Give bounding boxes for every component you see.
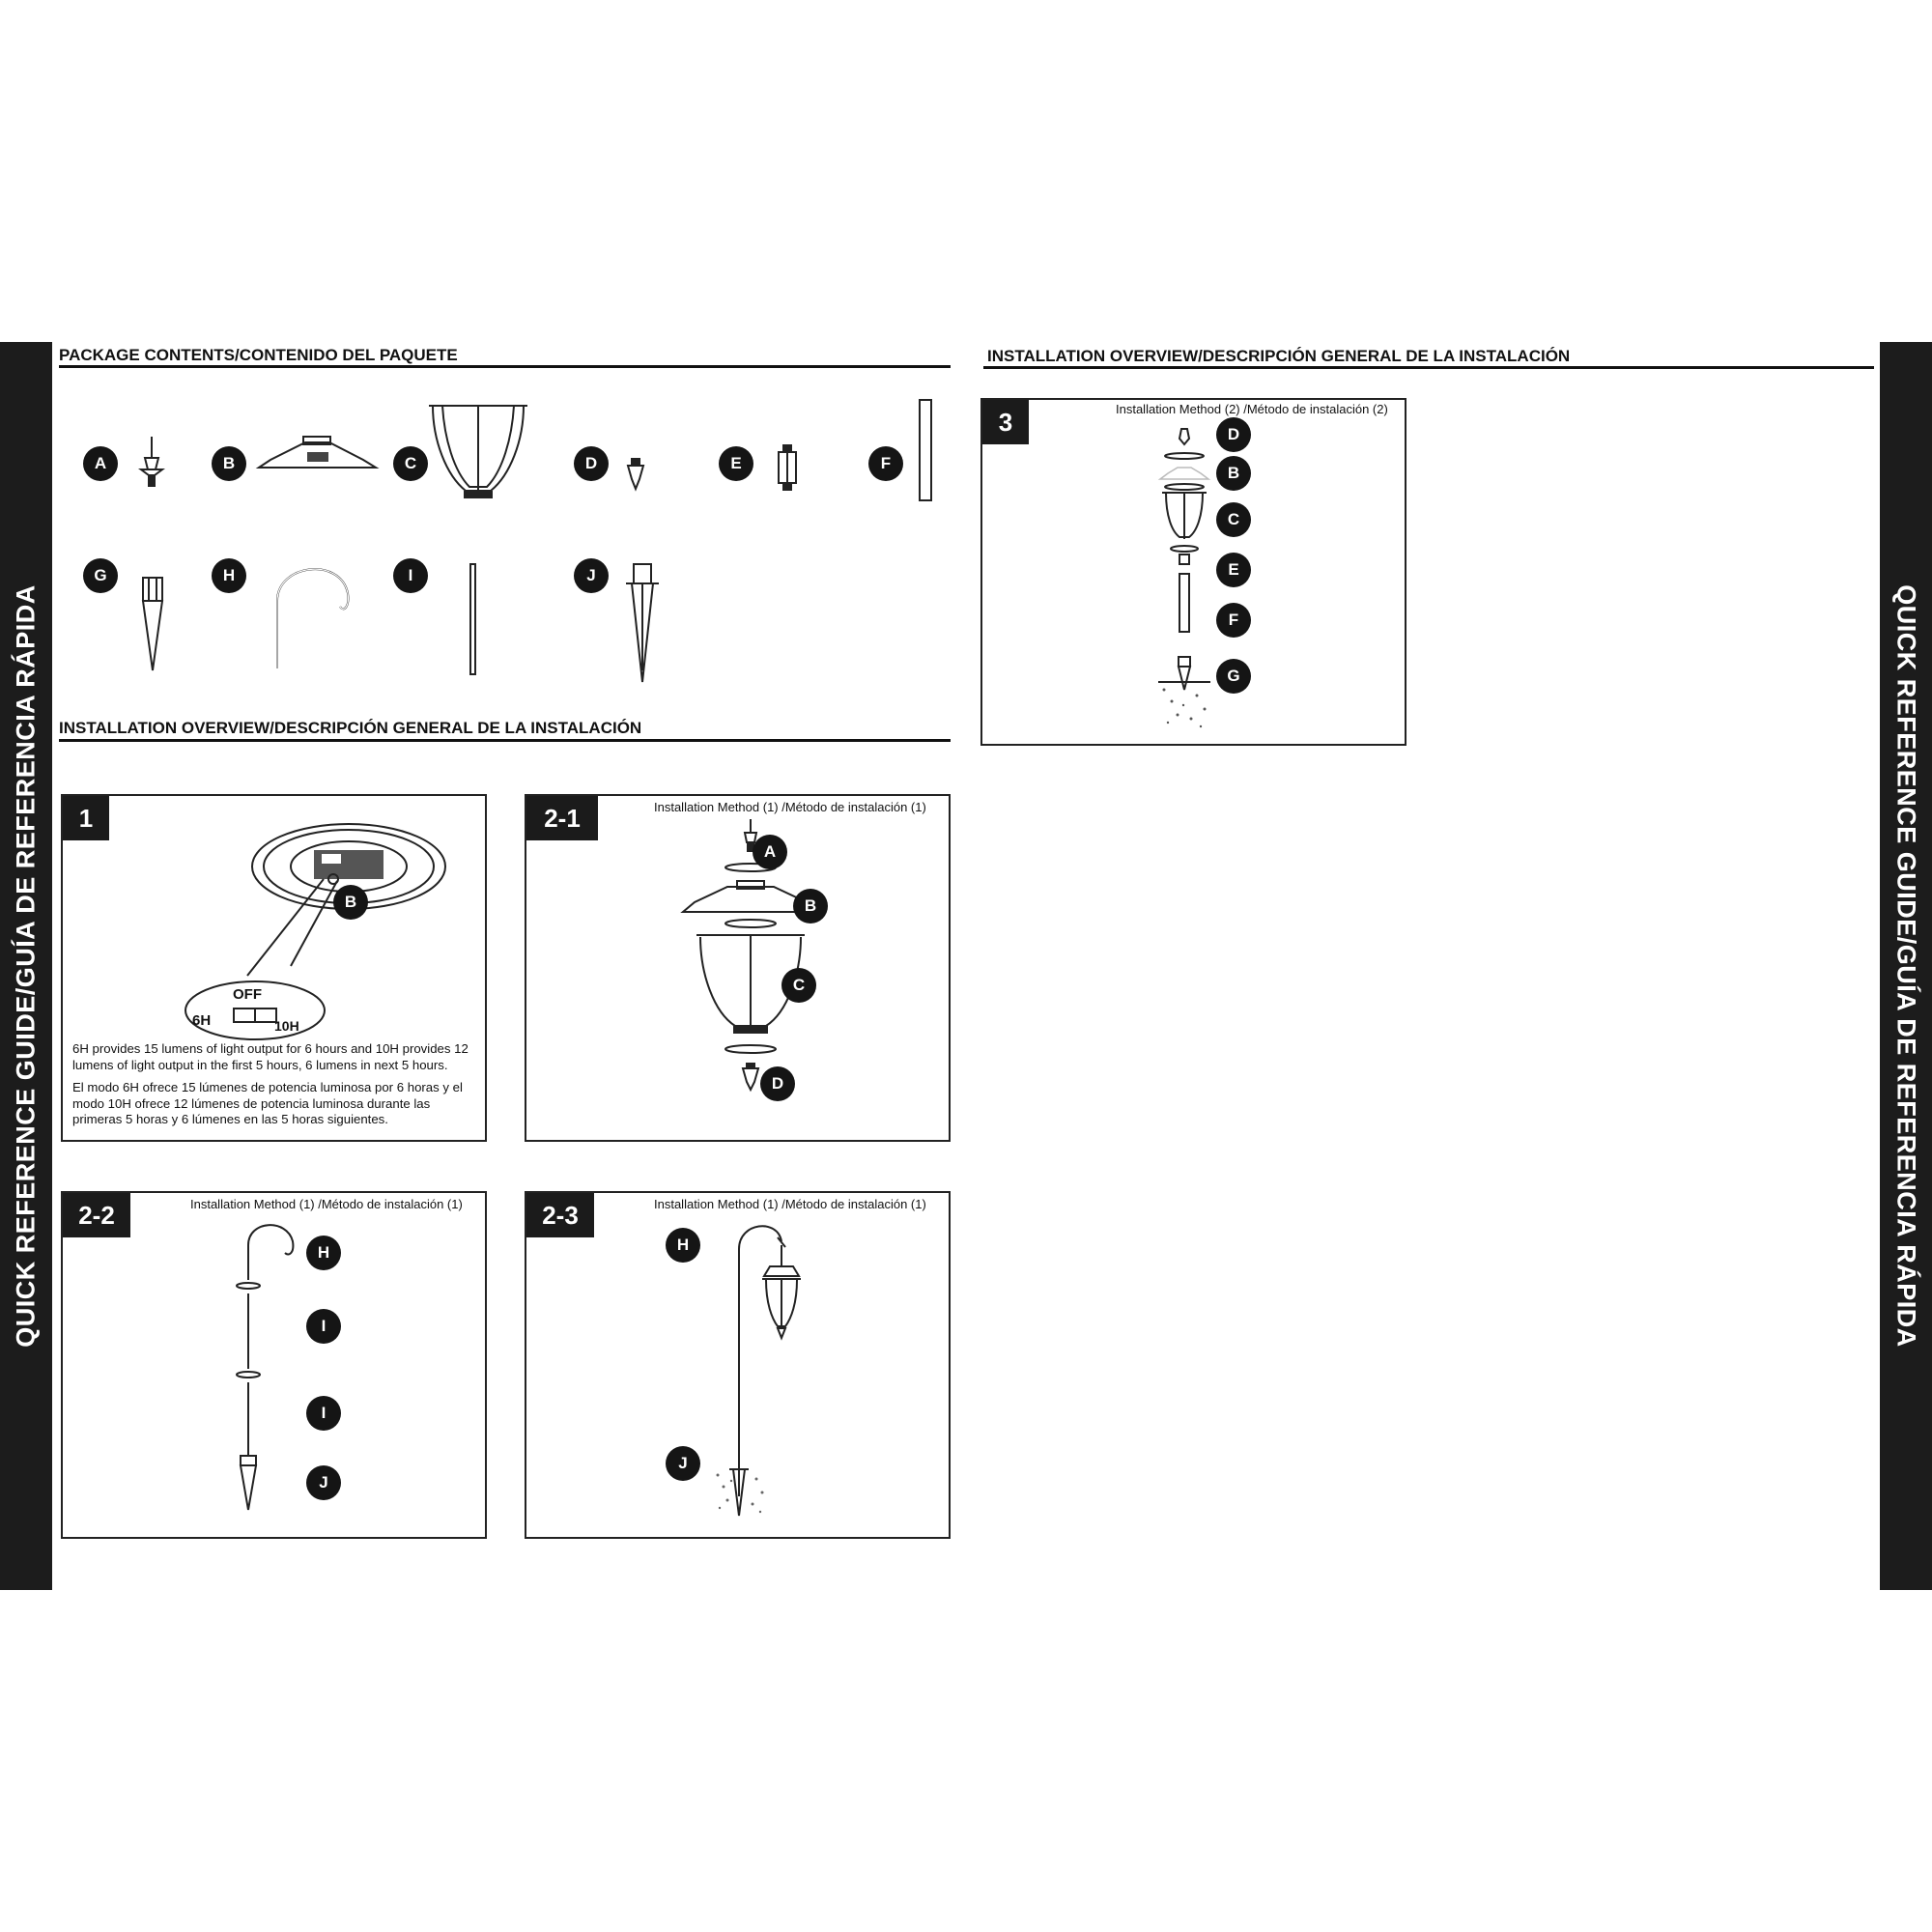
panel3-badge-b: B (1216, 456, 1251, 491)
switch-label-off: OFF (233, 986, 262, 1003)
panel-step-2-3 (525, 1191, 951, 1539)
panel21-badge-a: A (753, 835, 787, 869)
part-f-pole-icon (918, 398, 933, 502)
switch-label-6h: 6H (192, 1012, 212, 1029)
panel3-badge-d: D (1216, 417, 1251, 452)
panel21-badge-c: C (781, 968, 816, 1003)
part-badge-g: G (83, 558, 118, 593)
package-contents-title: PACKAGE CONTENTS/CONTENIDO DEL PAQUETE (59, 346, 458, 364)
panel21-badge-b: B (793, 889, 828, 923)
assembly-method-1-diagram (681, 819, 807, 1109)
part-h-shepherd-hook-icon (272, 564, 361, 670)
side-band-left (0, 342, 52, 1590)
installation-overview-title-left: INSTALLATION OVERVIEW/DESCRIPCIÓN GENERAL DE LA INSTALACIÓN (59, 719, 642, 737)
installation-overview-rule-left (59, 739, 951, 742)
panel-step-1 (61, 794, 487, 1142)
hanging-lantern-diagram (710, 1226, 826, 1516)
step-label-1: 1 (63, 796, 109, 840)
part-j-spike-icon (626, 564, 659, 684)
part-badge-e: E (719, 446, 753, 481)
panel21-badge-d: D (760, 1066, 795, 1101)
switch-label-10h: 10H (274, 1018, 299, 1034)
panel3-method-label: Installation Method (2) /Método de instalación (2) (1116, 402, 1388, 416)
installation-overview-title-right: INSTALLATION OVERVIEW/DESCRIPCIÓN GENERAL DE LA INSTALACIÓN (987, 347, 1571, 365)
part-badge-b: B (212, 446, 246, 481)
part-badge-i: I (393, 558, 428, 593)
part-d-bottom-finial-icon (626, 458, 645, 493)
hook-assembly-diagram (242, 1224, 300, 1514)
panel-step-2-1 (525, 794, 951, 1142)
panel23-method-label: Installation Method (1) /Método de instalación (1) (654, 1197, 926, 1211)
panel3-badge-e: E (1216, 553, 1251, 587)
part-badge-c: C (393, 446, 428, 481)
panel-step-2-2 (61, 1191, 487, 1539)
mode-note-spanish: El modo 6H ofrece 15 lúmenes de potencia luminosa por 6 horas y el modo 10H ofrece 12 lúmenes de potencia luminosa durante las primeras 5 horas y 6 lúmenes en las 5 horas siguientes. (72, 1080, 463, 1126)
part-i-rod-icon (469, 564, 478, 676)
part-badge-h: H (212, 558, 246, 593)
mode-note-english: 6H provides 15 lumens of light output for 6 hours and 10H provides 12 lumens of light output in the first 5 hours, 6 lumens in next 5 hours. (72, 1041, 469, 1072)
panel22-badge-h: H (306, 1236, 341, 1270)
panel3-badge-c: C (1216, 502, 1251, 537)
side-label-right: QUICK REFERENCE GUIDE/GUÍA DE REFERENCIA RÁPIDA (1891, 584, 1921, 1348)
part-badge-j: J (574, 558, 609, 593)
part-badge-f: F (868, 446, 903, 481)
panel23-badge-j: J (666, 1446, 700, 1481)
installation-overview-rule-right (983, 366, 1874, 369)
step-label-2-3: 2-3 (526, 1193, 594, 1237)
side-band-right (1880, 342, 1932, 1590)
panel22-badge-i-upper: I (306, 1309, 341, 1344)
panel-step-3 (980, 398, 1406, 746)
panel23-badge-h: H (666, 1228, 700, 1263)
part-c-lantern-body-icon (429, 402, 527, 506)
step-label-3: 3 (982, 400, 1029, 444)
panel1-badge-b: B (333, 885, 368, 920)
part-g-ground-stake-icon (141, 578, 164, 672)
panel3-badge-g: G (1216, 659, 1251, 694)
panel22-method-label: Installation Method (1) /Método de instalación (1) (190, 1197, 463, 1211)
panel22-badge-j: J (306, 1465, 341, 1500)
part-badge-d: D (574, 446, 609, 481)
step-label-2-2: 2-2 (63, 1193, 130, 1237)
part-e-connector-icon (777, 444, 798, 493)
side-label-left: QUICK REFERENCE GUIDE/GUÍA DE REFERENCIA RÁPIDA (11, 584, 41, 1348)
panel3-badge-f: F (1216, 603, 1251, 638)
package-contents-rule (59, 365, 951, 368)
part-b-solar-cap-icon (257, 433, 378, 473)
step-label-2-1: 2-1 (526, 796, 598, 840)
panel22-badge-i-lower: I (306, 1396, 341, 1431)
panel21-method-label: Installation Method (1) /Método de instalación (1) (654, 800, 926, 814)
part-badge-a: A (83, 446, 118, 481)
part-a-finial-icon (141, 437, 170, 493)
